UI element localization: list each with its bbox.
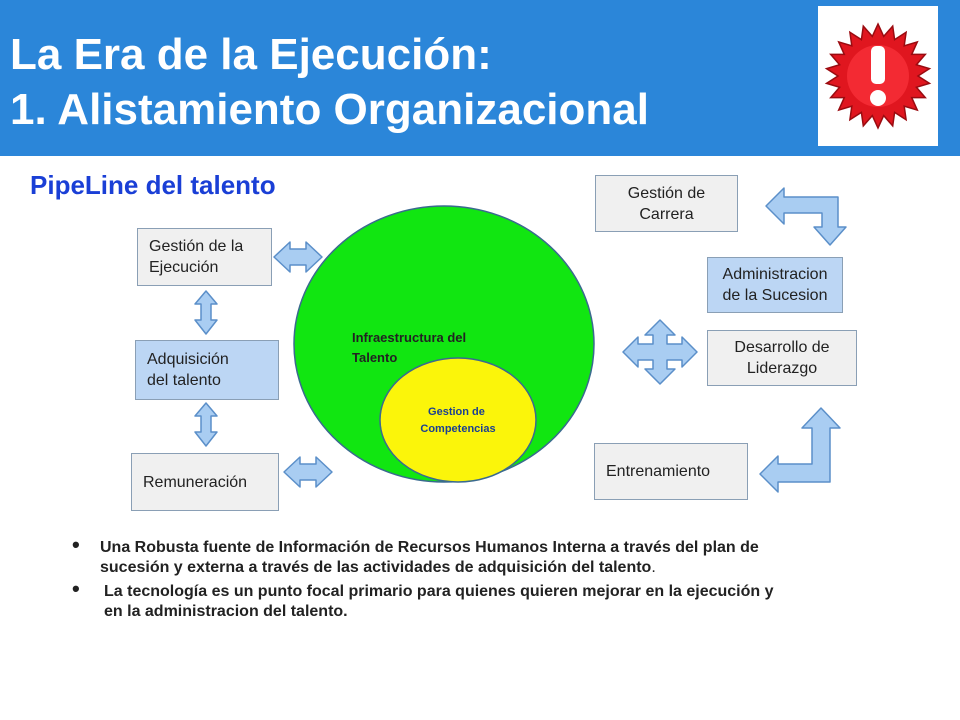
bullet-list [70, 532, 910, 622]
bullet-item [70, 532, 910, 578]
desarrollo-liderazgo-box [707, 330, 857, 386]
entrenamiento-label: Entrenamiento [606, 463, 711, 480]
desarrollo-liderazgo-label: Desarrollo de Liderazgo [734, 339, 830, 377]
administracion-sucesion-box [707, 257, 843, 313]
bent-arrow-training-icon [760, 408, 840, 492]
double-arrow-horizontal-2-icon [284, 457, 332, 487]
competency-management-circle [380, 358, 536, 482]
slide-title-line-1: La Era de la Ejecución: [10, 30, 492, 79]
bullet-text [100, 538, 910, 578]
gestion-ejecucion-box [137, 228, 272, 286]
gestion-carrera-box [595, 175, 738, 232]
bullet-dot-icon: • [72, 576, 80, 601]
bent-arrow-career-icon [766, 188, 846, 245]
competency-management-label: Gestion de Competencias [420, 406, 496, 435]
adquisicion-talento-label: Adquisición del talento [147, 351, 229, 389]
remuneracion-label: Remuneración [143, 473, 248, 491]
entrenamiento-box [594, 443, 748, 500]
administracion-sucesion-label: Administracion de la Sucesion [722, 266, 828, 304]
bullet-item [70, 576, 910, 622]
gestion-carrera-label: Gestión de Carrera [627, 184, 706, 223]
diagram-subtitle: PipeLine del talento [30, 170, 276, 200]
bullet-line-2: en la administracion del talento. [104, 603, 348, 620]
double-arrow-vertical-1-icon [195, 291, 217, 334]
gestion-ejecucion-label: Gestión de la Ejecución [149, 238, 244, 276]
bullet-dot-icon: • [72, 532, 80, 557]
bullet-line-1: La tecnología es un punto focal primario para quienes quieren mejorar en la ejecución y [104, 583, 774, 600]
remuneracion-box [131, 453, 279, 511]
slide-title-line-2: 1. Alistamiento Organizacional [10, 85, 649, 134]
bullet-line-1: Una Robusta fuente de Información de Recursos Humanos Interna a través del plan de [100, 539, 759, 556]
bullet-line-2: sucesión y externa a través de las actividades de adquisición del talento [100, 559, 652, 576]
double-arrow-horizontal-1-icon [274, 242, 322, 272]
talent-infrastructure-label: Infraestructura del Talento [352, 330, 467, 365]
double-arrow-vertical-2-icon [195, 403, 217, 446]
four-way-arrow-icon [623, 320, 697, 384]
bullet-line-2-suffix: . [651, 559, 656, 576]
adquisicion-talento-box [135, 340, 279, 400]
bullet-text [104, 582, 910, 622]
